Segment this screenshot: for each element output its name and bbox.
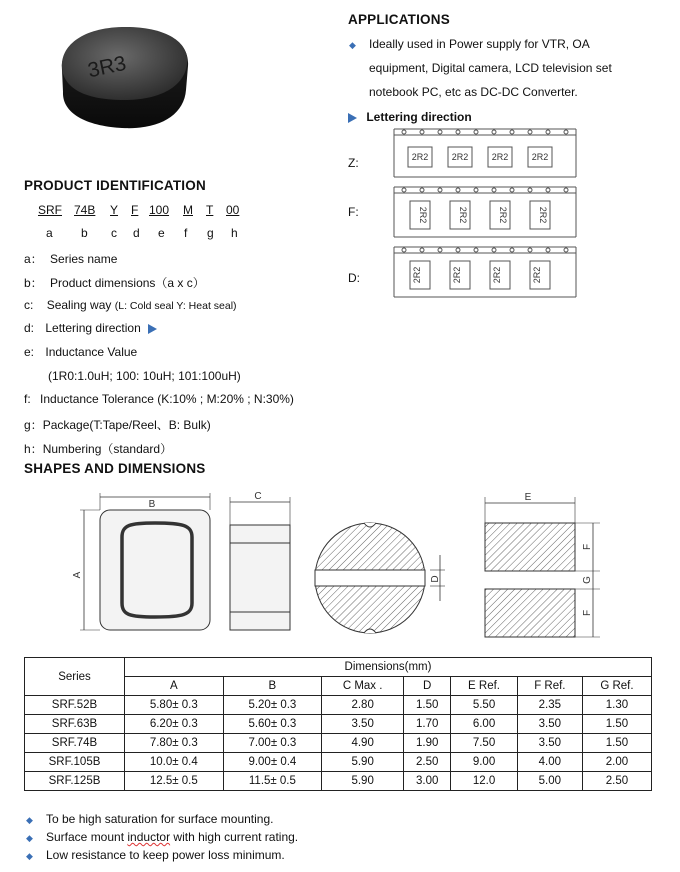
column-header: A: [125, 677, 224, 696]
column-header: B: [223, 677, 322, 696]
tape-mark: 2R2: [492, 266, 502, 284]
definition-a: a： Series name: [24, 252, 118, 266]
tape-label-d: D:: [348, 271, 360, 285]
lettering-direction-label: Lettering direction: [366, 110, 472, 124]
code-segment: 00: [226, 203, 240, 217]
tape-mark: 2R2: [491, 152, 509, 162]
table-row: SRF.105B 10.0± 0.4 9.00± 0.4 5.90 2.50 9.00 4.00 2.00: [25, 753, 652, 772]
component-marking: 3R3: [85, 51, 129, 83]
tape-mark: 2R2: [451, 152, 469, 162]
definition-b: b： Product dimensions（a x c）: [24, 276, 205, 290]
table-header-series: Series: [25, 658, 125, 696]
inductor-photo: [50, 18, 200, 138]
code-segment: M: [183, 203, 193, 217]
applications-title: APPLICATIONS: [348, 12, 450, 27]
application-line: notebook PC, etc as DC-DC Converter.: [369, 85, 578, 99]
part-code-row: [0, 203, 300, 219]
tape-mark: 2R2: [538, 206, 548, 224]
code-letter: a: [46, 226, 53, 240]
code-segment: 100: [149, 203, 170, 217]
column-header: G Ref.: [582, 677, 651, 696]
code-letter: b: [81, 226, 88, 240]
tape-label-z: Z:: [348, 156, 359, 170]
bottom-view: [315, 523, 445, 633]
code-segment: 74B: [74, 203, 96, 217]
feature-item: Low resistance to keep power loss minimum.: [46, 848, 285, 862]
dim-label-c: C: [254, 491, 262, 502]
table-header-dimensions: Dimensions(mm): [125, 658, 652, 677]
tape-mark: 2R2: [418, 206, 428, 224]
feature-item: Surface mount inductor with high current rating.: [46, 830, 299, 844]
diamond-bullet-icon: ◆: [349, 40, 356, 50]
dim-label-d: D: [430, 575, 441, 583]
definition-e: e: Inductance Value: [24, 345, 138, 359]
table-row: SRF.74B 7.80± 0.3 7.00± 0.3 4.90 1.90 7.50 3.50 1.50: [25, 734, 652, 753]
code-letter: h: [231, 226, 238, 240]
diamond-bullet-icon: ◆: [26, 815, 33, 825]
feature-item: To be high saturation for surface mounting.: [46, 812, 274, 826]
application-line: equipment, Digital camera, LCD television set: [369, 61, 612, 75]
code-segment: F: [131, 203, 139, 217]
table-row: SRF.125B 12.5± 0.5 11.5± 0.5 5.90 3.00 12.0 5.00 2.50: [25, 772, 652, 791]
tape-label-f: F:: [348, 205, 359, 219]
tape-diagram: [390, 125, 580, 300]
tape-mark: 2R2: [411, 152, 429, 162]
table-row: SRF.52B 5.80± 0.3 5.20± 0.3 2.80 1.50 5.50 2.35 1.30: [25, 696, 652, 715]
definition-d: d: Lettering direction: [24, 321, 157, 335]
triangle-arrow-icon: [148, 324, 157, 334]
triangle-arrow-icon: [348, 113, 357, 123]
dimensions-table: [24, 657, 652, 791]
dim-label-f: F: [582, 609, 593, 617]
shapes-title: SHAPES AND DIMENSIONS: [24, 461, 206, 476]
part-letter-row: [0, 226, 300, 242]
tape-mark: 2R2: [498, 206, 508, 224]
code-letter: c: [111, 226, 117, 240]
definition-c: c: Sealing way (L: Cold seal Y: Heat seal): [24, 298, 237, 312]
tape-mark: 2R2: [532, 266, 542, 284]
product-identification-title: PRODUCT IDENTIFICATION: [24, 178, 206, 193]
code-segment: T: [206, 203, 214, 217]
application-line: Ideally used in Power supply for VTR, OA: [369, 37, 590, 51]
dim-label-f: F: [582, 543, 593, 551]
table-row: SRF.63B 6.20± 0.3 5.60± 0.3 3.50 1.70 6.00 3.50 1.50: [25, 715, 652, 734]
code-letter: g: [207, 226, 214, 240]
code-segment: SRF: [38, 203, 62, 217]
definition-f: f: Inductance Tolerance (K:10% ; M:20% ; N:30%): [24, 392, 294, 406]
tape-mark: 2R2: [412, 266, 422, 284]
code-letter: e: [158, 226, 165, 240]
top-view: [80, 493, 210, 630]
dim-label-a: A: [72, 571, 83, 579]
dim-label-e: E: [524, 492, 532, 503]
diamond-bullet-icon: ◆: [26, 833, 33, 843]
column-header: E Ref.: [451, 677, 517, 696]
code-segment: Y: [110, 203, 119, 217]
tape-mark: 2R2: [452, 266, 462, 284]
definition-e-values: (1R0:1.0uH; 100: 10uH; 101:100uH): [48, 369, 241, 383]
column-header: C Max .: [322, 677, 404, 696]
dimension-drawings: [60, 485, 620, 650]
dim-label-g: G: [582, 576, 593, 584]
code-letter: f: [184, 226, 188, 240]
column-header: D: [404, 677, 451, 696]
definition-h: h：Numbering（standard）: [24, 442, 173, 456]
side-view: [230, 497, 290, 630]
lettering-direction-heading: [348, 110, 472, 124]
diamond-bullet-icon: ◆: [26, 851, 33, 861]
definition-g: g：Package(T:Tape/Reel、B: Bulk): [24, 418, 211, 432]
tape-mark: 2R2: [458, 206, 468, 224]
dim-label-b: B: [148, 499, 156, 510]
code-letter: d: [133, 226, 140, 240]
column-header: F Ref.: [517, 677, 582, 696]
tape-mark: 2R2: [531, 152, 549, 162]
